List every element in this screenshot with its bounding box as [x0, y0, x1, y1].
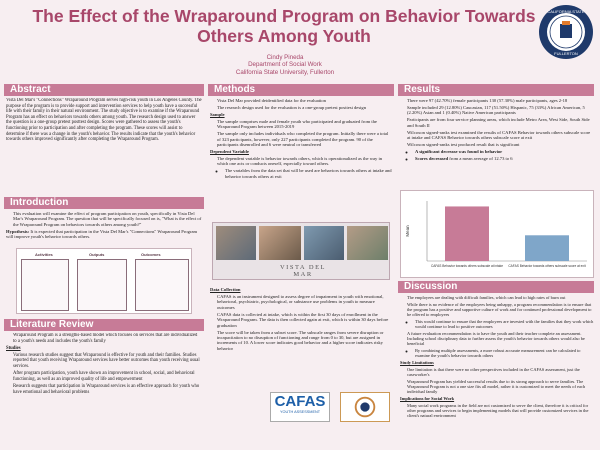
y-axis-label: Mean — [405, 225, 410, 237]
limitations-heading: Study Limitations — [400, 360, 434, 366]
introduction-text — [6, 211, 202, 245]
author-name: Cindy Pineda — [266, 54, 304, 61]
lit-bullet: • Wraparound Program is a strengths-based model which focuses on services that are individualized to a youth's needs and includes the youth's family — [13, 333, 202, 344]
diagram-box-outcomes — [135, 259, 189, 311]
sample-item: • The sample comprises male and female youth who participated and graduated from the Wraparound Program between 2015-2019 — [217, 119, 392, 130]
dependent-variable-heading: Dependent Variable — [210, 149, 249, 155]
discussion-subitem: ◦ This would continue to ensure that the employees are invested with the families that they work which would continue to lead to positive outcomes — [415, 319, 594, 329]
abstract-text — [6, 98, 202, 194]
result-item: • Wilcoxon signed-ranks test examined the results of CAFAS Behavior towards others subscale score at intake and CAFAS Behavior towards others subscale score at exit — [407, 130, 594, 141]
vista-del-mar-logo: VISTA DEL MAR — [279, 264, 327, 278]
sample-item: • The sample only includes individuals who completed the program. Initially there were a total of 323 participants, however, only 227 participants completed the program. 90 of the participants disenrolled and 6 were neutral or transferred — [217, 131, 392, 147]
photo — [259, 226, 301, 260]
photo — [216, 226, 256, 260]
chart-svg — [401, 191, 595, 279]
dv-item: • The dependent variable is behavior towards others, which is operationalized as the way in which one acts or conducts oneself, especially toward others. — [217, 156, 392, 167]
discussion-item: • While there is no evidence of the employees being unhappy, a program recommendation is to ensure that the program has a positive and supportive culture of work and for continued professional development to be offered to employees — [407, 302, 594, 318]
university-seal-icon — [538, 4, 594, 60]
result-item: • Participants are from four service planning areas, which include Metro Area, West Side, South Side and South II — [407, 117, 594, 128]
literature-text — [6, 333, 202, 447]
study-item: • After program participation, youth have shown an improvement in school, social, and behavioral functioning, as well as an improved quality of life and empowerment — [13, 371, 202, 382]
svg-text:CALIFORNIA STATE: CALIFORNIA STATE — [547, 9, 585, 14]
abstract-header: Abstract — [4, 84, 204, 96]
data-collection-text — [210, 286, 392, 366]
result-subitem — [415, 156, 594, 161]
intro-bullet: • This evaluation will examine the effect of program participation on youth, specifically in Vista Del Mar's Wraparound Program. The question that will be specifically focused on is, "What is the effect of the Wraparound Program on behaviors towards others among youth?" — [13, 211, 202, 227]
result-item: • Wilcoxon signed-ranks test produced result that is significant — [407, 142, 594, 147]
results-header: Results — [398, 84, 594, 96]
result-subitem-text: A significant decrease was found in behavior — [415, 149, 503, 155]
diagram-label-outcomes: Outcomes — [141, 252, 161, 257]
cafas-logo — [270, 392, 330, 422]
result-item: • Sample included 29 (12.80%) Caucasian, 117 (51.50%) Hispanic, 75 (33%) African American, 5 (2.20%) Asian and 1 (0.40%) Native American participants — [407, 105, 594, 116]
dc-item: • The score will be taken from a subset score. The subscale ranges from severe disruption or incapacitation to no disruption of functioning and range from 0 to 30, but are assigned in increments of 10. A lower score indicates good behavior and a higher score indicates risky behavior — [217, 330, 392, 352]
methods-header: Methods — [208, 84, 394, 96]
abstract-paragraph: Vista Del Mar's "Connections" Wraparound Program serves high-risk youth in Los Angeles County. The purpose of the program is to provide support and intervention services to help youth have a successful life with their family in their natural environment. The study objective is to examine if the Wraparound Program has an effect on behaviors towards others among youth. The research design used to answer the question is a one-group pretest posttest design. Scores were gathered to assess the youth's functioning prior to participation and after completing the program. These scores will assist to determine if there was a change in the youth's behavior. The results indicate that the youth's behavior towards others improved significantly after completing the Wraparound Program. — [6, 98, 202, 143]
social-work-logo-icon — [340, 392, 390, 422]
hypothesis-label: Hypothesis: — [6, 228, 30, 234]
introduction-header: Introduction — [4, 197, 204, 209]
logic-model-diagram — [16, 248, 192, 314]
results-text — [400, 98, 594, 188]
discussion-text — [400, 295, 594, 447]
literature-header: Literature Review — [4, 319, 204, 331]
photo — [347, 226, 388, 260]
diagram-box-activities — [21, 259, 69, 311]
diagram-label-outputs: Outputs — [89, 252, 105, 257]
implication-item: • Many social work programs in the field are not customized to serve the client, therefore it is critical for other programs and services to begin implementing models that will provide customized services in the client's natural environment — [407, 403, 594, 419]
dc-item: • CAFAS is an instrument designed to assess degree of impairment in youth with emotional, behavioral, psychiatric, psychological, or substance use problems in youth to measure outcomes — [217, 294, 392, 310]
svg-text:FULLERTON: FULLERTON — [554, 51, 578, 56]
study-item: • Research suggests that participation in Wraparound services is an effective approach for youth who have emotional and behavioral problems — [13, 384, 202, 395]
bar — [445, 206, 489, 261]
limitation-item: • One limitation is that there were no other perspectives included in the CAFAS assessment, just the caseworker's — [407, 367, 594, 377]
results-bar-chart — [400, 190, 594, 278]
discussion-item: • A future evaluation recommendation is to have the youth and their teacher complete an assessment. Including school disciplinary data to further assess the youth's behavior towards others would also be beneficial — [407, 331, 594, 347]
methods-text — [210, 98, 392, 222]
result-subitem — [415, 149, 594, 154]
method-item: • Vista Del Mar provided deidentified data for the evaluation — [217, 98, 392, 103]
study-item: • Various research studies suggest that Wraparound is effective for youth and their families. Studies reported that youth receiving Wraparound services have better outcomes than youth receiving usual services. — [13, 353, 202, 370]
diagram-label-activities: Activities — [35, 252, 53, 257]
data-collection-heading: Data Collection — [210, 287, 241, 292]
photo-collage — [212, 222, 390, 280]
cafas-logo-text: CAFAS — [274, 393, 326, 410]
diagram-box-outputs — [77, 259, 127, 311]
category-label: CAFAS Behavior towards others subscale score at exit — [508, 264, 586, 268]
discussion-subitem: ◦ By combining multiple assessments, a more robust accurate measurement can be calculated to examine the youth's behavior towards others — [415, 348, 594, 358]
author-block — [120, 54, 450, 76]
result-subitem-rest: from a mean average of 12.73 to 6 — [448, 156, 513, 162]
category-label: CAFAS Behavior towards others subscale at intake — [430, 264, 504, 268]
result-item: • There were 97 (42.70%) female participants 130 (57.30%) male participants, ages 2-18 — [407, 98, 594, 103]
hypothesis-text: It is expected that participation in the Vista Del Mar's "Connections" Wraparound Program will improve youth's behavior towards others. — [6, 228, 198, 240]
dc-item: • CAFAS data is collected at intake, which is within the first 30 days of enrollment in the Wraparound Program. The data is then collected again at exit, which is within 30 days before graduation — [217, 312, 392, 328]
studies-heading: Studies — [6, 345, 21, 351]
university: California State University, Fullerton — [235, 68, 335, 76]
discussion-header: Discussion — [398, 281, 594, 293]
discussion-item: • The employees are dealing with difficult families, which can lead to high rates of burn out — [407, 295, 594, 300]
implications-heading: Implications for Social Work — [400, 396, 455, 402]
limitation-item: • Wraparound Program has yielded successful results due to its strong approach to serve families. The Wraparound Program is not a one size fits all model, rather it is customized to meet the needs of each individual family — [407, 379, 594, 395]
result-subitem-prefix: Scores decreased — [415, 156, 449, 162]
department: Department of Social Work — [248, 61, 322, 69]
bar — [525, 235, 569, 261]
sample-heading: Sample — [210, 112, 225, 117]
photo — [304, 226, 344, 260]
poster-title: The Effect of the Wraparound Program on Behavior Towards Others Among Youth — [32, 6, 536, 46]
dv-subitem: ◦ The variables from the data set that will be used are behaviors towards others at intake and behavior towards others at exit — [225, 168, 392, 179]
method-item: • The research design used for the evaluation is a one-group pretest posttest design — [217, 105, 392, 110]
cafas-logo-subtext: YOUTH ASSESSMENT — [279, 410, 321, 414]
